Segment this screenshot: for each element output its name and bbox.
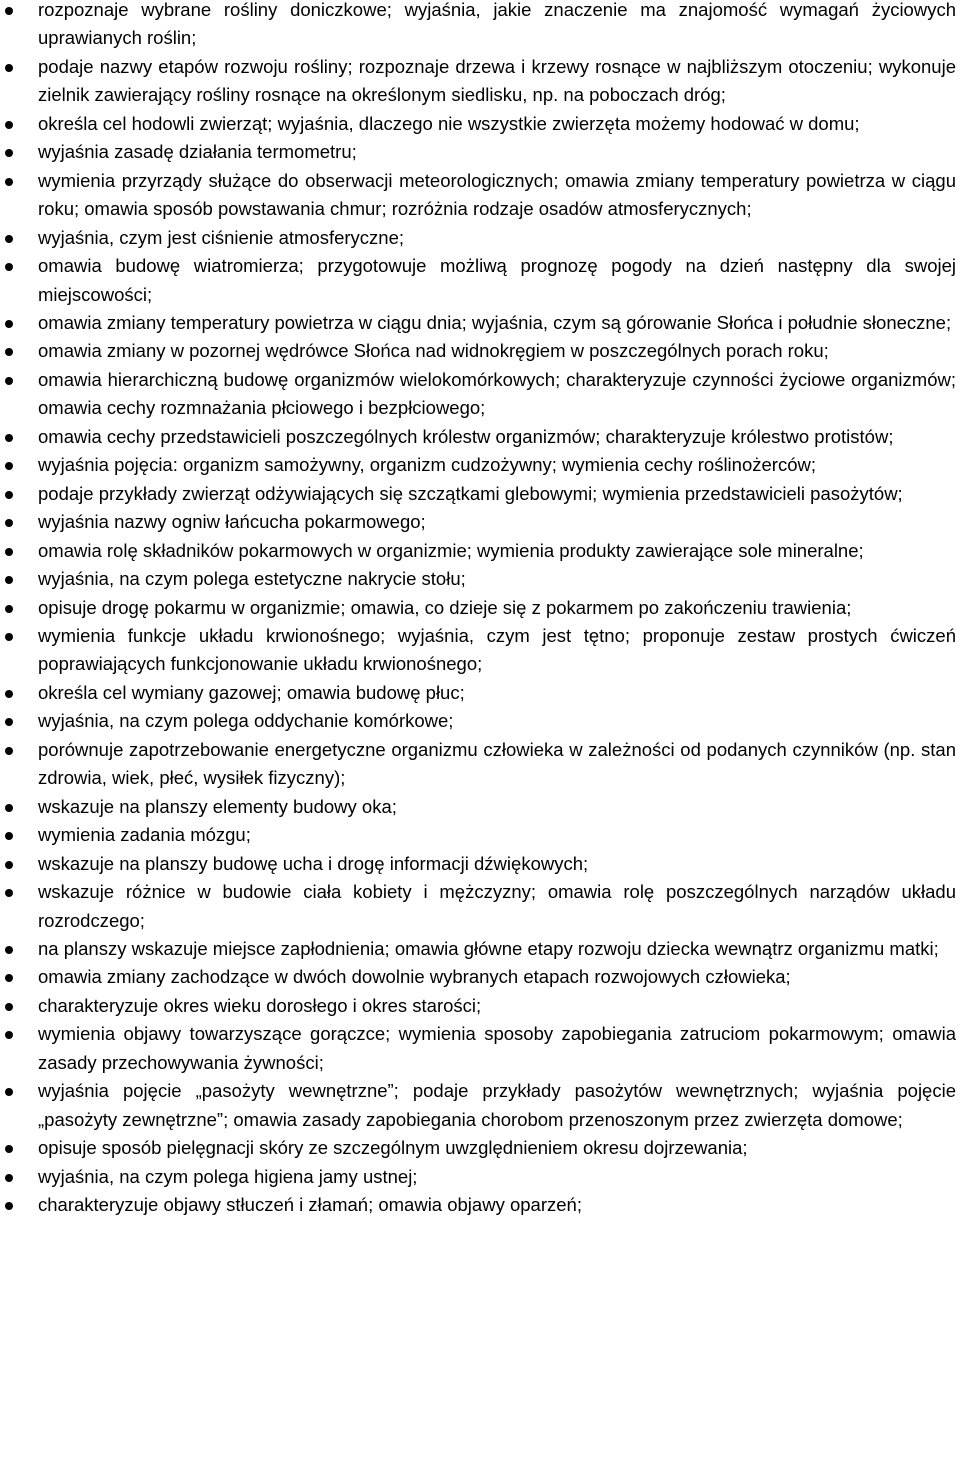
bullet-icon	[5, 64, 13, 72]
bullet-icon	[5, 548, 13, 556]
list-item-text: opisuje drogę pokarmu w organizmie; omawia, co dzieje się z pokarmem po zakończeniu trawienia;	[38, 596, 852, 618]
list-item	[0, 736, 960, 793]
list-item	[0, 309, 960, 337]
list-item	[0, 1020, 960, 1077]
list-item-text: wymienia funkcje układu krwionośnego; wyjaśnia, czym jest tętno; proponuje zestaw prostych ćwiczeń poprawiających funkcjonowanie układu krwionośnego;	[38, 624, 956, 675]
bullet-icon	[5, 576, 13, 584]
bullet-icon	[5, 519, 13, 527]
list-item-text: podaje przykłady zwierząt odżywiających się szczątkami glebowymi; wymienia przedstawicieli pasożytów;	[38, 482, 903, 504]
list-item	[0, 935, 960, 963]
bullet-icon	[5, 690, 13, 698]
list-item-text: rozpoznaje wybrane rośliny doniczkowe; wyjaśnia, jakie znaczenie ma znajomość wymagań życiowych uprawianych roślin;	[38, 0, 956, 49]
list-item-text: wyjaśnia, na czym polega higiena jamy ustnej;	[38, 1165, 418, 1187]
bullet-icon	[5, 491, 13, 499]
bullet-icon	[5, 1145, 13, 1153]
list-item-text: na planszy wskazuje miejsce zapłodnienia; omawia główne etapy rozwoju dziecka wewnątrz organizmu matki;	[38, 937, 939, 959]
list-item-text: wyjaśnia, czym jest ciśnienie atmosferyczne;	[38, 226, 405, 248]
list-item-text: wyjaśnia pojęcie „pasożyty wewnętrzne”; podaje przykłady pasożytów wewnętrznych; wyjaśnia pojęcie „pasożyty zewnętrzne”; omawia zasady zapobiegania chorobom przenoszonym przez zwierzęta domowe;	[38, 1080, 956, 1130]
list-item	[0, 679, 960, 707]
bullet-icon	[5, 1202, 13, 1210]
list-item	[0, 1163, 960, 1191]
list-item-text: wyjaśnia zasadę działania termometru;	[38, 141, 357, 163]
bullet-icon	[5, 434, 13, 442]
bullet-icon	[5, 1003, 13, 1011]
bullet-icon	[5, 348, 13, 356]
list-item-text: wyjaśnia pojęcia: organizm samożywny, organizm cudzożywny; wymienia cechy roślinożerców;	[38, 454, 816, 476]
list-item-text: wskazuje różnice w budowie ciała kobiety i mężczyzny; omawia rolę poszczególnych narządów układu rozrodczego;	[38, 881, 956, 931]
list-item-text: omawia zmiany zachodzące w dwóch dowolnie wybranych etapach rozwojowych człowieka;	[38, 966, 791, 988]
list-item-text: wskazuje na planszy elementy budowy oka;	[38, 795, 397, 817]
list-item	[0, 992, 960, 1020]
list-item-text: omawia cechy przedstawicieli poszczególnych królestw organizmów; charakteryzuje królestwo protistów;	[38, 425, 894, 447]
list-item-text: podaje nazwy etapów rozwoju rośliny; rozpoznaje drzewa i krzewy rosnące w najbliższym otoczeniu; wykonuje zielnik zawierający rośliny rosnące na określonym siedlisku, np. na poboczach dróg;	[38, 55, 956, 106]
list-item	[0, 423, 960, 451]
bullet-icon	[5, 946, 13, 954]
list-item-text: omawia zmiany temperatury powietrza w ciągu dnia; wyjaśnia, czym są górowanie Słońca i południe słoneczne;	[38, 311, 952, 333]
list-item-text: omawia budowę wiatromierza; przygotowuje możliwą prognozę pogody na dzień następny dla swojej miejscowości;	[38, 255, 956, 305]
list-item	[0, 594, 960, 622]
bullet-icon	[5, 462, 13, 470]
list-item-text: omawia rolę składników pokarmowych w organizmie; wymienia produkty zawierające sole mineralne;	[38, 539, 864, 561]
list-item-text: opisuje sposób pielęgnacji skóry ze szczególnym uwzględnieniem okresu dojrzewania;	[38, 1137, 748, 1159]
bullet-icon	[5, 1174, 13, 1182]
bullet-icon	[5, 1088, 13, 1096]
bullet-icon	[5, 149, 13, 157]
list-item-text: określa cel hodowli zwierząt; wyjaśnia, dlaczego nie wszystkie zwierzęta możemy hodować w domu;	[38, 112, 860, 134]
bullet-icon	[5, 605, 13, 613]
list-item-text: wymienia zadania mózgu;	[38, 824, 251, 846]
list-item	[0, 508, 960, 536]
list-item-text: omawia hierarchiczną budowę organizmów wielokomórkowych; charakteryzuje czynności życiowe organizmów; omawia cechy rozmnażania płciowego i bezpłciowego;	[38, 368, 956, 419]
bullet-icon	[5, 747, 13, 755]
bullet-icon	[5, 7, 13, 15]
bullet-icon	[5, 974, 13, 982]
list-item	[0, 224, 960, 252]
list-item	[0, 252, 960, 309]
bullet-icon	[5, 861, 13, 869]
list-item-text: charakteryzuje okres wieku dorosłego i okres starości;	[38, 994, 482, 1016]
list-item	[0, 878, 960, 935]
list-item-text: omawia zmiany w pozornej wędrówce Słońca nad widnokręgiem w poszczególnych porach roku;	[38, 340, 829, 362]
list-item	[0, 963, 960, 991]
list-item-text: wyjaśnia, na czym polega oddychanie komórkowe;	[38, 710, 454, 732]
bullet-icon	[5, 1031, 13, 1039]
bullet-icon	[5, 889, 13, 897]
list-item	[0, 110, 960, 138]
list-item	[0, 821, 960, 849]
list-item	[0, 53, 960, 110]
list-item	[0, 0, 960, 53]
bullet-icon	[5, 633, 13, 641]
list-item	[0, 337, 960, 365]
list-item-text: porównuje zapotrzebowanie energetyczne organizmu człowieka w zależności od podanych czynników (np. stan zdrowia, wiek, płeć, wysiłek fizyczny);	[38, 738, 956, 789]
list-item	[0, 1134, 960, 1162]
bullet-icon	[5, 832, 13, 840]
list-item	[0, 167, 960, 224]
list-item	[0, 565, 960, 593]
bullet-icon	[5, 121, 13, 129]
list-item-text: wymienia przyrządy służące do obserwacji meteorologicznych; omawia zmiany temperatury powietrza w ciągu roku; omawia sposób powstawania chmur; rozróżnia rodzaje osadów atmosferycznych;	[38, 169, 956, 220]
list-item-text: charakteryzuje objawy stłuczeń i złamań; omawia objawy oparzeń;	[38, 1194, 582, 1216]
list-item-text: wyjaśnia, na czym polega estetyczne nakrycie stołu;	[38, 568, 466, 590]
list-item	[0, 707, 960, 735]
list-item-text: wskazuje na planszy budowę ucha i drogę informacji dźwiękowych;	[38, 852, 589, 874]
list-item	[0, 451, 960, 479]
bullet-icon	[5, 718, 13, 726]
list-item	[0, 537, 960, 565]
bullet-icon	[5, 235, 13, 243]
list-item	[0, 480, 960, 508]
list-item	[0, 793, 960, 821]
bullet-icon	[5, 263, 13, 271]
list-item	[0, 138, 960, 166]
list-item	[0, 1191, 960, 1219]
list-item	[0, 622, 960, 679]
list-item-text: określa cel wymiany gazowej; omawia budowę płuc;	[38, 681, 465, 703]
bullet-icon	[5, 178, 13, 186]
list-item-text: wymienia objawy towarzyszące gorączce; wymienia sposoby zapobiegania zatruciom pokarmowym; omawia zasady przechowywania żywności;	[38, 1023, 956, 1073]
list-item-text: wyjaśnia nazwy ogniw łańcucha pokarmowego;	[38, 511, 426, 533]
bullet-icon	[5, 377, 13, 385]
list-item	[0, 1077, 960, 1134]
bullet-icon	[5, 804, 13, 812]
list-item	[0, 850, 960, 878]
bullet-icon	[5, 320, 13, 328]
list-item	[0, 366, 960, 423]
